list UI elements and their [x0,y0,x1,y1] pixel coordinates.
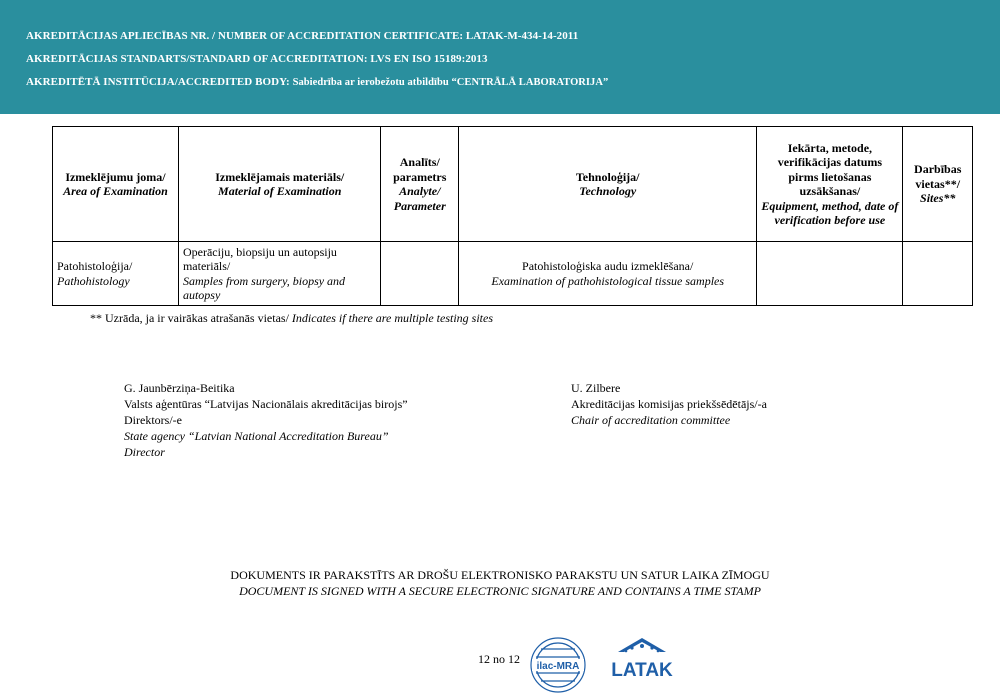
footnote [90,311,493,326]
cell-analyte [381,242,459,306]
footnote-lv: ** Uzrāda, ja ir vairākas atrašanās vietas/ [90,311,289,325]
ilac-mra-logo-icon [528,635,588,695]
cell-sites [903,242,973,306]
certificate-header-band [0,0,1000,114]
page-number: 12 no 12 [478,652,520,666]
ilac-mra-logo [528,635,588,700]
signatory-left-title-en: Director [124,445,165,459]
signatory-right-name: U. Zilbere [571,381,621,395]
accreditation-standard: AKREDITĀCIJAS STANDARTS/STANDARD OF ACCREDITATION: LVS EN ISO 15189:2013 [26,53,488,65]
table-row [53,242,973,306]
accredited-body [26,76,608,88]
signatory-left-name: G. Jaunbērziņa-Beitika [124,381,235,395]
header-area: Izmeklējumu joma/ Area of Examination [53,127,179,242]
signatory-left [124,380,408,460]
cell-technology: Patohistoloģiska audu izmeklēšana/ Examination of pathohistological tissue samples [459,242,757,306]
signature-notice-lv: DOKUMENTS IR PARAKSTĪTS AR DROŠU ELEKTRONISKO PARAKSTU UN SATUR LAIKA ZĪMOGU [230,568,770,582]
table-header-row [53,127,973,242]
signatory-left-org-lv: Valsts aģentūras “Latvijas Nacionālais akreditācijas birojs” [124,397,408,411]
header-technology: Tehnoloģija/ Technology [459,127,757,242]
electronic-signature-notice [0,567,1000,599]
header-sites: Darbības vietas**/ Sites** [903,127,973,242]
accreditation-scope-table [52,126,973,306]
footnote-en: Indicates if there are multiple testing sites [291,311,493,325]
header-material: Izmeklējamais materiāls/ Material of Examination [178,127,381,242]
accredited-body-label: AKREDITĒTĀ INSTITŪCIJA/ACCREDITED BODY: [26,76,290,88]
latak-logo-icon [604,636,680,680]
ilac-logo-text: ilac-MRA [536,661,580,672]
signatory-right [571,380,767,428]
latak-logo [604,636,680,685]
header-equipment: Iekārta, metode, verifikācijas datums pirms lietošanas uzsākšanas/ Equipment, method, date of verification before use [757,127,903,242]
accredited-body-name: Sabiedrība ar ierobežotu atbildību “CENTRĀLĀ LABORATORIJA” [292,77,609,88]
signatory-left-org-en: State agency “Latvian National Accreditation Bureau” [124,429,389,443]
signatory-left-title-lv: Direktors/-e [124,413,182,427]
certificate-number: AKREDITĀCIJAS APLIECĪBAS NR. / NUMBER OF ACCREDITATION CERTIFICATE: LATAK-M-434-14-2011 [26,30,579,42]
header-analyte: Analīts/ parametrs Analyte/ Parameter [381,127,459,242]
signatory-right-title-en: Chair of accreditation committee [571,413,731,427]
cell-material: Operāciju, biopsiju un autopsiju materiāls/ Samples from surgery, biopsy and autopsy [178,242,381,306]
signatory-right-title-lv: Akreditācijas komisijas priekšsēdētājs/-a [571,397,767,411]
signature-notice-en: DOCUMENT IS SIGNED WITH A SECURE ELECTRONIC SIGNATURE AND CONTAINS A TIME STAMP [239,584,761,598]
cell-area: Patohistoloģija/ Pathohistology [53,242,179,306]
latak-logo-text: LATAK [611,660,673,680]
cell-equipment [757,242,903,306]
